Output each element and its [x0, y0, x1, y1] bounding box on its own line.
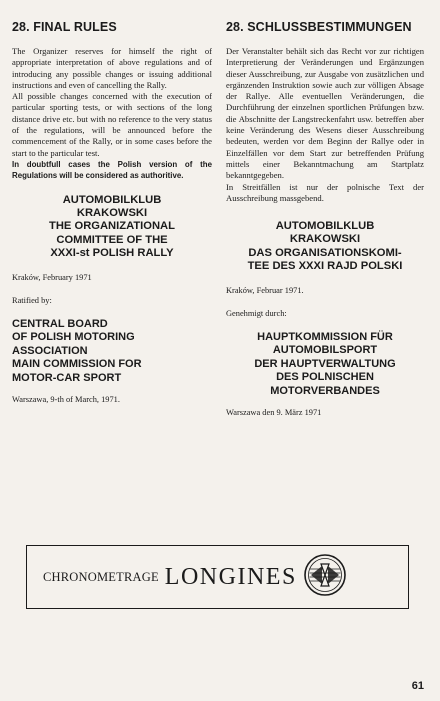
authoritative-note: In doubtfull cases the Polish version of the Regulations will be considered as authoritive.: [12, 159, 212, 180]
org-line: THE ORGANIZATIONAL: [49, 220, 175, 233]
page-number: 61: [411, 680, 424, 692]
body-text-en: [12, 46, 212, 159]
paragraph-en-1: The Organizer reserves for himself the right of appropriate interpretation of above regulations and of introducing any possible changes or issuing additional instructions and even of cancelling the Rally.: [12, 46, 212, 90]
winged-hourglass-logo-icon: [303, 553, 347, 602]
organizer-block-en: [12, 194, 212, 260]
org-line: AUTOMOBILKLUB: [62, 193, 162, 206]
board-line: MOTORVERBANDES: [270, 384, 380, 397]
ratified-label-en: Ratified by:: [12, 295, 52, 305]
board-block-en: [12, 318, 212, 386]
org-line: AUTOMOBILKLUB: [275, 220, 375, 233]
longines-advertisement: [26, 545, 409, 609]
organizer-block-de: [226, 220, 424, 273]
chronometrage-text: CHRONOMETRAGE: [43, 569, 159, 584]
org-line: DAS ORGANISATIONSKOMI-: [248, 246, 402, 259]
board-line: CENTRAL BOARD: [12, 317, 108, 330]
board-line: DER HAUPTVERWALTUNG: [254, 357, 396, 370]
org-line: KRAKOWSKI: [76, 207, 148, 220]
paragraph-de-2: In Streitfällen ist nur der polnische Text der Ausschreibung massgebend.: [226, 181, 424, 203]
org-line: KRAKOWSKI: [289, 233, 361, 246]
board-line: AUTOMOBILSPORT: [272, 344, 378, 357]
section-title-de: 28. SCHLUSSBESTIMMUNGEN: [226, 20, 412, 34]
board-line: OF POLISH MOTORING: [12, 331, 135, 344]
board-line: HAUPTKOMMISSION FÜR: [257, 330, 393, 343]
board-date-en: Warszawa, 9-th of March, 1971.: [12, 395, 120, 405]
date-en: Kraków, February 1971: [12, 272, 92, 282]
org-line: XXXI-st POLISH RALLY: [50, 246, 174, 259]
longines-wordmark: LONGINES: [164, 563, 297, 590]
board-line: ASSOCIATION: [12, 344, 88, 357]
date-de: Kraków, Februar 1971.: [226, 285, 304, 295]
paragraph-en-2: All possible changes concerned with the execution of particular sporting tests, or with sections of the long distance drive etc. but with no reference to the very status of the regulations, will be announced before the commencement of the Rally, or in some cases before the start to the particular test.: [12, 91, 212, 158]
german-column: [226, 20, 424, 418]
board-block-de: [226, 331, 424, 399]
paragraph-de-1: Der Veranstalter behält sich das Recht vor zur richtigen Interpretierung der Veränderungen und Ergänzungen dieser Ausschreibung, zur Ausgabe von zusätzlichen und ergänzenden Instruktion sowie auch zur völligen Absage der Rallye. Alle eventuellen Veränderungen, die Durchführung der einzelnen sportlichen Prüfungen bzw. die Abschnitte der Langstreckenfahrt usw. betreffen aber keine Veränderung des Wesens dieser Ausschreibung bedeuten, werden vor dem Beginn der Rallye oder in Einzelfällen vor dem Start zur betreffenden Prüfung mittels einer Bekanntmachung am Startplatz bekanntgegeben.: [226, 46, 424, 181]
section-title-en: 28. FINAL RULES: [12, 20, 117, 34]
board-line: MAIN COMMISSION FOR: [12, 358, 142, 371]
board-date-de: Warszawa den 9. März 1971: [226, 408, 322, 418]
org-line: COMMITTEE OF THE: [56, 233, 168, 246]
english-column: [12, 20, 212, 405]
ratified-label-de: Genehmigt durch:: [226, 308, 287, 318]
board-line: DES POLNISCHEN: [276, 371, 374, 384]
org-line: TEE DES XXXI RAJD POLSKI: [247, 259, 403, 272]
board-line: MOTOR-CAR SPORT: [12, 371, 122, 384]
body-text-de: [226, 46, 424, 204]
